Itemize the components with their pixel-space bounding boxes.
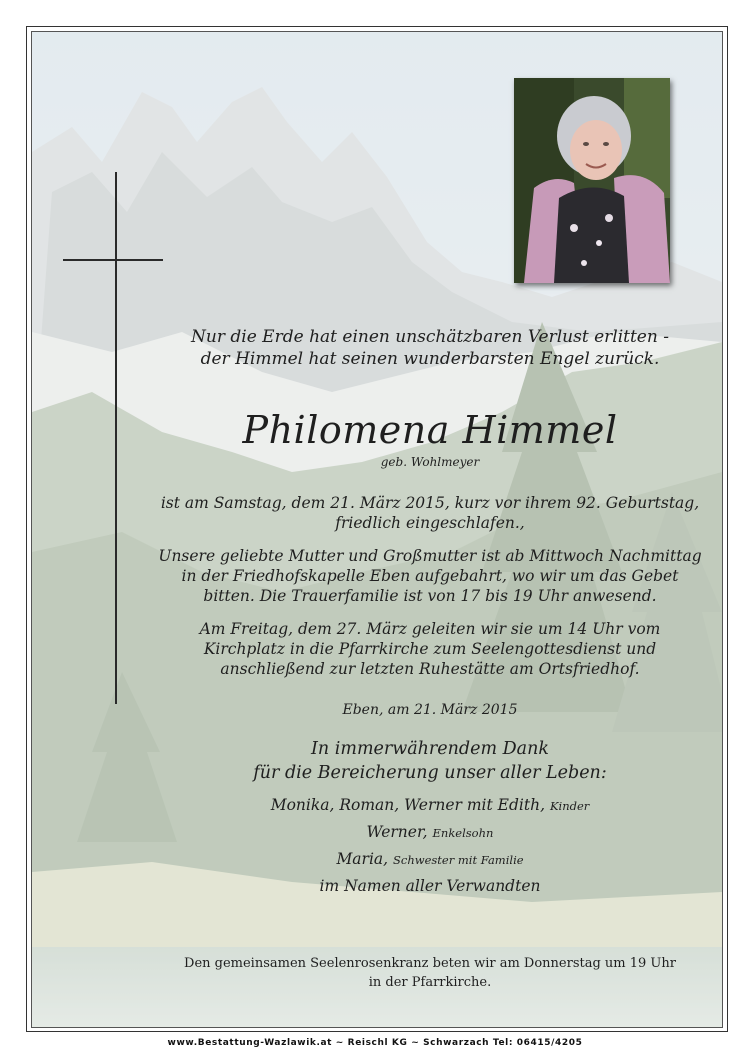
mourner-names: Monika, Roman, Werner mit Edith,	[270, 796, 545, 814]
quote-line: der Himmel hat seinen wunderbarsten Engel zurück.	[200, 349, 660, 369]
paragraph-line: Am Freitag, dem 27. März geleiten wir sie um 14 Uhr vom	[199, 620, 661, 638]
place-and-date: Eben, am 21. März 2015	[342, 702, 518, 718]
portrait-photo	[514, 78, 670, 283]
funeral-paragraph	[140, 619, 720, 679]
thanks-line: für die Bereicherung unser aller Leben:	[253, 763, 607, 783]
paragraph-line: anschließend zur letzten Ruhestätte am Ortsfriedhof.	[220, 660, 640, 678]
thanks-line: In immerwährendem Dank	[311, 739, 549, 759]
paragraph-line: Unsere geliebte Mutter und Großmutter ist ab Mittwoch Nachmittag	[158, 547, 702, 565]
paragraph-line: in der Friedhofskapelle Eben aufgebahrt, wo wir um das Gebet	[181, 567, 679, 585]
paragraph-line: friedlich eingeschlafen.,	[335, 514, 525, 532]
death-notice-paragraph	[140, 493, 720, 533]
paragraph-line: Kirchplatz in die Pfarrkirche zum Seelengottesdienst und	[203, 640, 657, 658]
cross-vertical-bar	[115, 172, 117, 704]
rosary-notice	[140, 954, 720, 992]
paragraph-line: ist am Samstag, dem 21. März 2015, kurz vor ihrem 92. Geburtstag,	[160, 494, 700, 512]
cross-horizontal-bar	[63, 259, 163, 261]
mourner-grandson	[140, 823, 720, 841]
mourner-sister	[140, 850, 720, 868]
rosary-line: Den gemeinsamen Seelenrosenkranz beten wir am Donnerstag um 19 Uhr	[184, 956, 676, 971]
paragraph-line: bitten. Die Trauerfamilie ist von 17 bis 19 Uhr anwesend.	[203, 587, 657, 605]
birth-name: geb. Wohlmeyer	[380, 455, 480, 469]
mourner-role: Schwester mit Familie	[393, 853, 524, 867]
deceased-name: Philomena Himmel	[242, 408, 618, 452]
viewing-paragraph	[140, 546, 720, 606]
funeral-home-footer: www.Bestattung-Wazlawik.at ~ Reischl KG ~ Schwarzach Tel: 06415/4205	[167, 1038, 583, 1048]
mourner-names: Werner,	[366, 823, 428, 841]
mourner-children	[140, 796, 720, 814]
quote-line: Nur die Erde hat einen unschätzbaren Verlust erlitten -	[191, 327, 669, 347]
mourner-relatives: im Namen aller Verwandten	[319, 877, 541, 895]
thanks-text	[140, 737, 720, 785]
rosary-line: in der Pfarrkirche.	[368, 975, 492, 990]
mourner-role: Kinder	[549, 799, 590, 813]
mourner-names: Maria,	[336, 850, 389, 868]
mourner-role: Enkelsohn	[432, 826, 494, 840]
memorial-quote	[140, 326, 720, 370]
